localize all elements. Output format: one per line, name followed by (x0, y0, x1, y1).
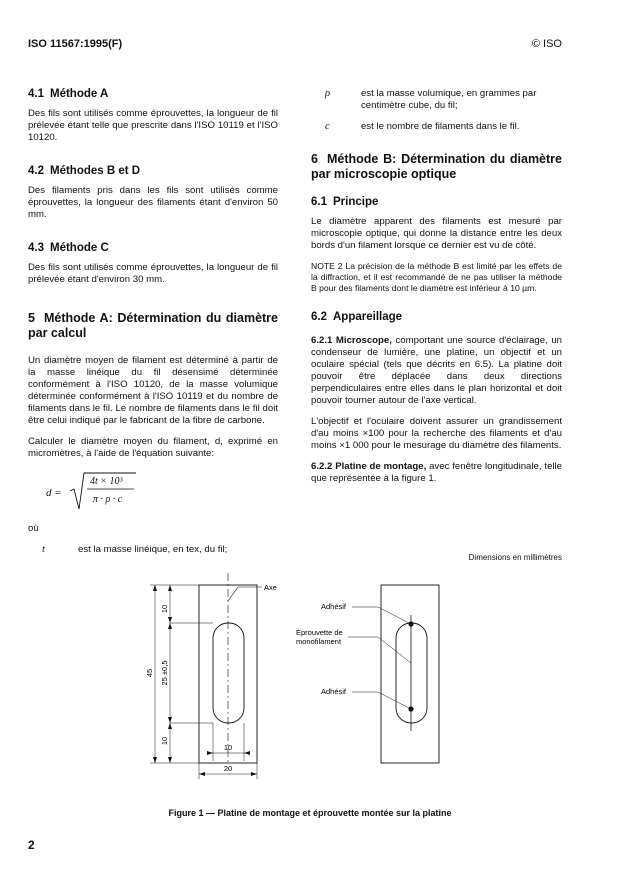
label-10-bottom: 10 (160, 736, 169, 746)
label-adhesif-bottom: Adhésif (321, 687, 347, 696)
formula-denominator: π · ρ · c (93, 494, 123, 505)
label-10-width: 10 (223, 743, 233, 752)
para-5-1: Un diamètre moyen de filament est déterminé à partir de la masse linéique du fil désensimé déterminée conformément à l'ISO 10120, de la masse volumique déterminée conformément à l'ISO 10119 et du nombre de filaments dans le fil. Le nombre de filaments dans le fil doit être celui indiqué par le fabricant de la fibre de carbone. (28, 355, 278, 426)
heading-6-2: 6.2 Appareillage (311, 311, 403, 323)
heading-6-1: 6.1 Principe (311, 196, 379, 208)
right-column (311, 88, 562, 494)
var-c-symbol: c (325, 121, 330, 132)
adhesif-dot-top (408, 621, 413, 626)
header-standard-id: ISO 11567:1995(F) (28, 38, 123, 50)
para-6-2-2: 6.2.2 Platine de montage, avec fenêtre longitudinale, telle que représentée à la figure 1. (311, 461, 562, 484)
adhesif-top-leader (378, 607, 409, 623)
label-eprouvette-1: Éprouvette de (296, 628, 343, 637)
page-number: 2 (28, 838, 35, 852)
heading-4-1: 4.1 Méthode A (28, 88, 109, 100)
note-2: NOTE 2 La précision de la méthode B est limité par les effets de la diffraction, et il est recommandé de ne pas utiliser la méthode B pour des filaments dont le diamètre est inférieur à 10 µm. (311, 261, 562, 293)
formula-numerator: 4t × 10³ (90, 476, 123, 487)
var-rho (311, 88, 562, 112)
para-6-2-1: 6.2.1 Microscope, comportant une source d'éclairage, un condenseur de lumière, une platine, un objectif et un oculaire spécial (tels que décrits en 6.5). La platine doit pouvoir être déplacée dans deux directions perpendiculaires entre elles dans le plan horizontal et doit pouvoir tourner autour de l'axe vertical. (311, 335, 563, 406)
var-rho-definition: est la masse volumique, en grammes par centimètre cube, du fil; (361, 88, 537, 111)
text-ou: où (28, 523, 39, 534)
para-objectif: L'objectif et l'oculaire doivent assurer un grandissement d'au moins ×100 pour la recherche des filaments et d'au moins ×1 000 pour le mesurage du diamètre des filaments. (311, 416, 562, 451)
heading-5: 5 Méthode A: Détermination du diamètre par calcul (28, 311, 278, 340)
var-c (311, 121, 562, 133)
dimensions-note: Dimensions en millimètres (468, 553, 562, 562)
label-10-top: 10 (160, 604, 169, 614)
para-4-1: Des fils sont utilisés comme éprouvettes, la longueur de fil prélevée étant telle que prescrite dans l'ISO 10119 et l'ISO 10120. (28, 108, 278, 143)
heading-4-3: 4.3 Méthode C (28, 242, 109, 254)
label-25: 25 ±0,5 (160, 660, 169, 686)
figure-caption: Figure 1 — Platine de montage et éprouvette montée sur la platine (168, 808, 452, 818)
label-45: 45 (145, 668, 154, 678)
figure-1 (0, 565, 620, 805)
var-t (28, 544, 278, 556)
plate-right-outline (381, 585, 439, 763)
var-t-symbol: t (42, 544, 45, 555)
eprouvette-leader (378, 637, 411, 663)
label-adhesif-top: Adhésif (321, 602, 347, 611)
var-rho-symbol: ρ (325, 88, 331, 99)
heading-6: 6 Méthode B: Détermination du diamètre par microscopie optique (311, 152, 562, 181)
left-column (28, 88, 278, 565)
para-4-3: Des fils sont utilisés comme éprouvettes, la longueur de fil prélevée étant d'environ 30 mm. (28, 262, 278, 285)
formula-lhs: d = (46, 487, 62, 499)
header-copyright: © ISO (531, 38, 562, 50)
adhesif-dot-bottom (408, 706, 413, 711)
adhesif-bottom-leader (378, 692, 409, 708)
para-4-2: Des filaments pris dans les fils sont utilisés comme éprouvettes, la longueur des filaments étant d'environ 50 mm. (28, 185, 278, 220)
label-axe: Axe (264, 583, 277, 592)
label-eprouvette-2: monofilament (296, 637, 342, 646)
para-6-1: Le diamètre apparent des filaments est mesuré par microscopie optique, qui donne la distance entre les deux bords d'un filament lorsque ce dernier est vu de côté. (311, 216, 562, 251)
diameter-formula (46, 469, 278, 513)
para-5-2: Calculer le diamètre moyen du filament, d, exprimé en micromètres, à l'aide de l'équation suivante: (28, 436, 278, 459)
var-c-definition: est le nombre de filaments dans le fil. (361, 121, 520, 132)
heading-4-2: 4.2 Méthodes B et D (28, 165, 141, 177)
plate-left-window (213, 623, 244, 723)
var-t-definition: est la masse linéique, en tex, du fil; (78, 544, 228, 555)
label-20: 20 (223, 764, 233, 773)
